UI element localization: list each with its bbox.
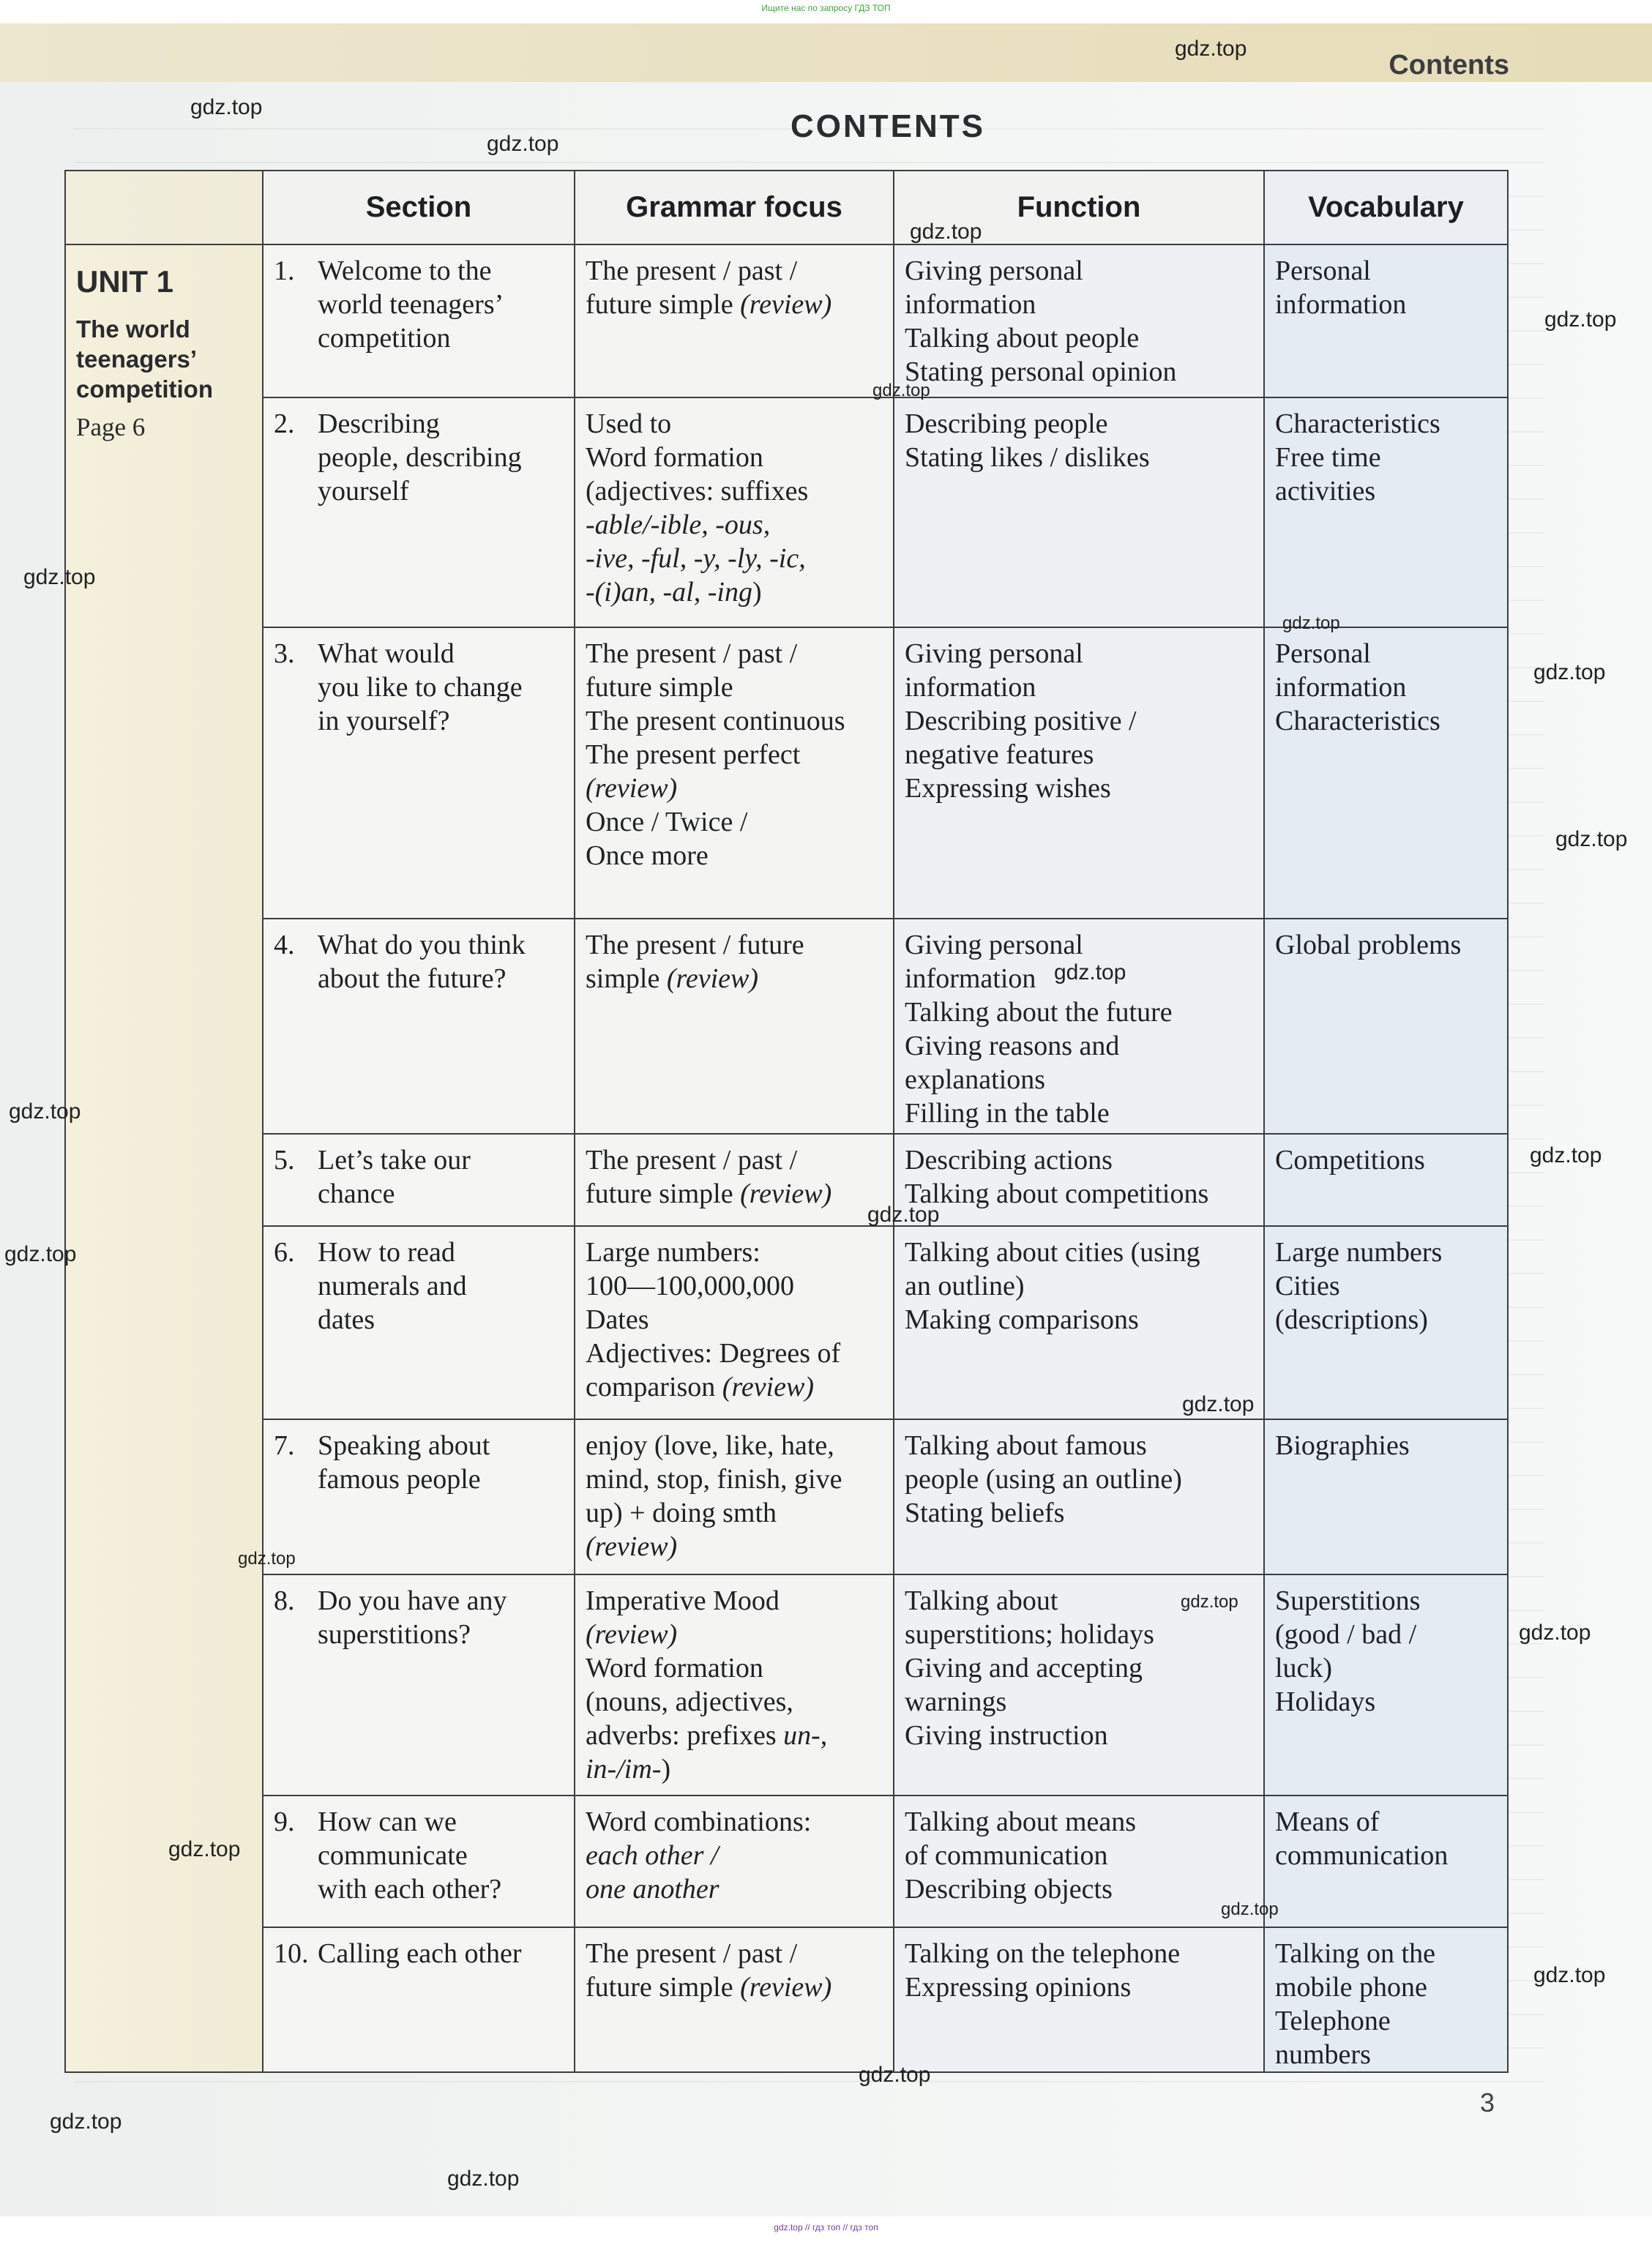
function-cell: Talking about means of communication Describing objects <box>894 1796 1264 1927</box>
unit-column <box>65 244 263 2072</box>
top-notice: Ищите нас по запросу ГДЗ ТОП <box>761 3 891 13</box>
function-cell: Describing people Stating likes / dislikes <box>894 397 1264 627</box>
watermark-text: gdz.top <box>1181 1592 1238 1612</box>
table-row <box>65 627 1508 919</box>
watermark-text: gdz.top <box>50 2110 122 2134</box>
section-title: Calling each other <box>318 1938 522 1969</box>
section-cell <box>263 1796 575 1927</box>
watermark-text: gdz.top <box>1054 960 1126 984</box>
section-cell <box>263 397 575 627</box>
function-cell: Talking about cities (using an outline) Making comparisons <box>894 1226 1264 1419</box>
watermark-text: gdz.top <box>487 132 559 156</box>
section-number: 1. <box>274 255 295 286</box>
grammar-cell: Large numbers: 100—100,000,000 Dates Adjectives: Degrees of comparison (review) <box>575 1226 894 1419</box>
grammar-cell: The present / past / future simple The present continuous The present perfect (review) Once / Twice / Once more <box>575 627 894 919</box>
grammar-cell: The present / future simple (review) <box>575 919 894 1134</box>
function-cell: Giving personal information Talking about people Stating personal opinion <box>894 244 1264 397</box>
header-vocabulary: Vocabulary <box>1264 171 1508 244</box>
function-cell: Giving personal information Describing positive / negative features Expressing wishes <box>894 627 1264 919</box>
vocabulary-cell: Personal information <box>1264 244 1508 397</box>
table-row <box>65 1574 1508 1796</box>
grammar-cell: The present / past / future simple (review) <box>575 1927 894 2072</box>
watermark-text: gdz.top <box>1282 613 1340 633</box>
watermark-text: gdz.top <box>4 1242 77 1266</box>
vocabulary-cell: Superstitions (good / bad / luck) Holidays <box>1264 1574 1508 1796</box>
section-title: Do you have any superstitions? <box>318 1585 507 1650</box>
watermark-text: gdz.top <box>1533 1963 1606 1987</box>
table-row <box>65 1134 1508 1226</box>
vocabulary-cell: Competitions <box>1264 1134 1508 1226</box>
grammar-cell: The present / past / future simple (review) <box>575 1134 894 1226</box>
watermark-text: gdz.top <box>859 2063 931 2087</box>
section-number: 3. <box>274 638 295 669</box>
vocabulary-cell: Large numbers Cities (descriptions) <box>1264 1226 1508 1419</box>
page-title: CONTENTS <box>791 108 985 144</box>
contents-table <box>64 170 1509 2073</box>
watermark-text: gdz.top <box>9 1099 81 1124</box>
contents-table-frame <box>64 170 1507 2071</box>
header-grammar: Grammar focus <box>575 171 894 244</box>
section-number: 7. <box>274 1430 295 1461</box>
section-title: What do you think about the future? <box>318 930 526 994</box>
function-cell: Giving personal information Talking about the future Giving reasons and explanations Filling in the table <box>894 919 1264 1134</box>
header-unit-cell <box>65 171 263 244</box>
section-number: 9. <box>274 1806 295 1837</box>
section-title: Speaking about famous people <box>318 1430 490 1495</box>
grammar-cell: Used to Word formation (adjectives: suffixes -able/-ible, -ous, -ive, -ful, -y, -ly, -ic, -(i)an, -al, -ing) <box>575 397 894 627</box>
section-number: 10. <box>274 1938 309 1969</box>
section-title: What would you like to change in yourself? <box>318 638 523 736</box>
section-cell <box>263 1226 575 1419</box>
bottom-notice: gdz.top // гдз топ // гдз топ <box>774 2222 878 2232</box>
watermark-text: gdz.top <box>1519 1621 1591 1645</box>
function-cell: Talking about famous people (using an outline) Stating beliefs <box>894 1419 1264 1574</box>
table-row <box>65 1796 1508 1927</box>
section-cell <box>263 244 575 397</box>
running-header: Contents <box>1388 50 1509 81</box>
section-cell <box>263 919 575 1134</box>
page-number: 3 <box>1480 2088 1495 2118</box>
watermark-text: gdz.top <box>867 1203 940 1227</box>
function-cell: Talking on the telephone Expressing opinions <box>894 1927 1264 2072</box>
function-cell: Describing actions Talking about competitions <box>894 1134 1264 1226</box>
watermark-text: gdz.top <box>190 95 263 119</box>
section-number: 5. <box>274 1145 295 1176</box>
section-cell <box>263 1927 575 2072</box>
table-row <box>65 919 1508 1134</box>
watermark-text: gdz.top <box>1182 1392 1255 1416</box>
watermark-text: gdz.top <box>1544 307 1617 332</box>
header-function: Function <box>894 171 1264 244</box>
vocabulary-cell: Personal information Characteristics <box>1264 627 1508 919</box>
grammar-cell: Imperative Mood (review) Word formation (nouns, adjectives, adverbs: prefixes un-, in-/im-) <box>575 1574 894 1796</box>
section-cell <box>263 1134 575 1226</box>
unit-subtitle: The world teenagers’ competition <box>76 315 213 403</box>
watermark-text: gdz.top <box>910 220 982 244</box>
vocabulary-cell: Global problems <box>1264 919 1508 1134</box>
section-cell <box>263 1419 575 1574</box>
function-cell: Talking about superstitions; holidays Giving and accepting warnings Giving instruction <box>894 1574 1264 1796</box>
table-body <box>65 244 1508 2072</box>
watermark-text: gdz.top <box>238 1549 296 1569</box>
section-title: How to read numerals and dates <box>318 1237 467 1335</box>
vocabulary-cell: Means of communication <box>1264 1796 1508 1927</box>
vocabulary-cell: Talking on the mobile phone Telephone numbers <box>1264 1927 1508 2072</box>
header-section: Section <box>263 171 575 244</box>
watermark-text: gdz.top <box>23 565 96 589</box>
watermark-text: gdz.top <box>1555 827 1628 851</box>
watermark-text: gdz.top <box>447 2167 520 2191</box>
grammar-cell: The present / past / future simple (review) <box>575 244 894 397</box>
watermark-text: gdz.top <box>1533 660 1606 684</box>
watermark-text: gdz.top <box>1530 1143 1602 1167</box>
section-number: 2. <box>274 408 295 439</box>
section-title: Welcome to the world teenagers’ competition <box>318 255 504 354</box>
section-title: Let’s take our chance <box>318 1145 471 1209</box>
table-row <box>65 1927 1508 2072</box>
grammar-cell: enjoy (love, like, hate, mind, stop, finish, give up) + doing smth (review) <box>575 1419 894 1574</box>
section-number: 6. <box>274 1237 295 1268</box>
table-row <box>65 244 1508 397</box>
vocabulary-cell: Characteristics Free time activities <box>1264 397 1508 627</box>
grammar-cell: Word combinations: each other / one another <box>575 1796 894 1927</box>
table-row <box>65 1226 1508 1419</box>
watermark-text: gdz.top <box>168 1837 241 1861</box>
section-cell <box>263 627 575 919</box>
section-title: Describing people, describing yourself <box>318 408 522 507</box>
watermark-text: gdz.top <box>1221 1899 1279 1919</box>
section-number: 4. <box>274 930 295 960</box>
watermark-text: gdz.top <box>1175 37 1247 61</box>
section-cell <box>263 1574 575 1796</box>
section-number: 8. <box>274 1585 295 1616</box>
unit-name: UNIT 1 <box>76 264 174 299</box>
watermark-text: gdz.top <box>872 381 930 400</box>
unit-page: Page 6 <box>76 413 146 441</box>
section-title: How can we communicate with each other? <box>318 1806 502 1905</box>
table-row <box>65 397 1508 627</box>
table-header-row <box>65 171 1508 244</box>
vocabulary-cell: Biographies <box>1264 1419 1508 1574</box>
